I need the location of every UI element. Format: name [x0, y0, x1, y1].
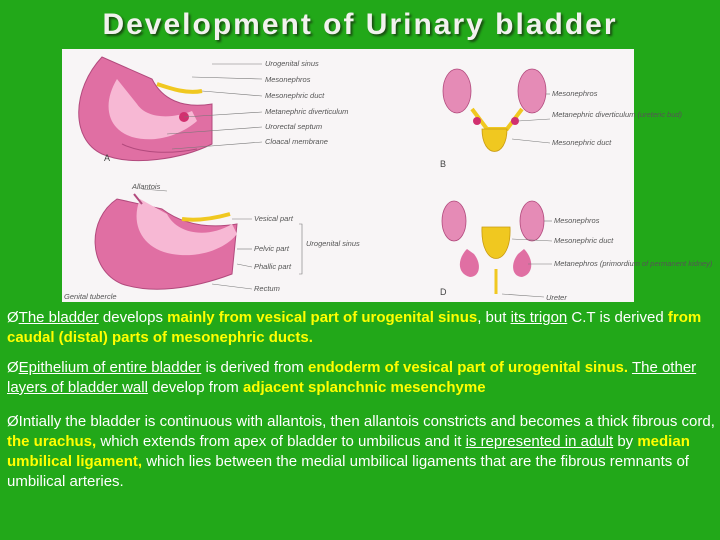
p1-text-1: The bladder [18, 309, 99, 326]
p1-text-3: , but [477, 309, 511, 326]
label-a-2: Mesonephric duct [265, 91, 325, 100]
p3-highlight-1: the urachus, [7, 433, 97, 450]
label-a-5: Cloacal membrane [265, 137, 328, 146]
panel-label-d: D [440, 287, 447, 297]
label-d-1: Mesonephric duct [554, 236, 614, 245]
label-c-4: Phallic part [254, 262, 292, 271]
label-a-4: Urorectal septum [265, 122, 323, 131]
panel-label-b: B [440, 159, 447, 169]
label-a-3: Metanephric diverticulum [265, 107, 349, 116]
label-c-1: Vesical part [254, 214, 293, 223]
label-c-5: Rectum [254, 284, 280, 293]
label-c-3: Pelvic part [254, 244, 290, 253]
label-b-1: Metanephric diverticulum (ureteric bud) [552, 110, 683, 119]
p3-highlight-2: median umbilical ligament, [7, 433, 690, 470]
p1-text-4: its trigon [510, 309, 568, 326]
bullet-arrow-icon: Ø [7, 413, 19, 430]
embryology-figure [62, 49, 713, 302]
paragraph-1 [7, 308, 715, 348]
panel-a-drawing [79, 57, 262, 161]
label-d-2: Metanephros (primordium of permanent kidney) [554, 259, 713, 268]
label-a-1: Mesonephros [265, 75, 311, 84]
p3-text-4: by [613, 433, 638, 450]
p2-text-3: The other layers of bladder wall [7, 359, 697, 396]
slide-title: Development of Urinary bladder [102, 8, 618, 41]
paragraph-2 [7, 358, 715, 398]
p1-text-2: develops [98, 309, 168, 326]
bladder-development-illustration [62, 49, 713, 302]
label-d-0: Mesonephros [554, 216, 600, 225]
p1-text-5: C.T is derived [567, 309, 668, 326]
p2-text-1: Epithelium of entire bladder [18, 359, 202, 376]
label-b-0: Mesonephros [552, 89, 598, 98]
p2-text-4: develop from [147, 379, 243, 396]
p3-text-5: which lies between the medial umbilical ligaments that are the fibrous remnants of umbilical arteries. [7, 453, 689, 490]
p3-text-1: Intially the bladder is continuous with allantois, then allantois constricts and becomes a thick fibrous cord, [18, 413, 715, 430]
label-c-6: Genital tubercle [64, 292, 117, 301]
p2-text-2: is derived from [201, 359, 308, 376]
p2-highlight-2: adjacent splanchnic mesenchyme [242, 379, 486, 396]
p1-highlight-2: from caudal (distal) parts of mesonephric ducts. [7, 309, 702, 346]
label-c-2: Urogenital sinus [306, 239, 360, 248]
panel-b-drawing [443, 69, 550, 152]
p1-highlight-1: mainly from vesical part of urogenital sinus [167, 309, 478, 326]
label-a-0: Urogenital sinus [265, 59, 319, 68]
label-d-3: Ureter [546, 293, 567, 302]
bullet-arrow-icon: Ø [7, 309, 19, 326]
p3-text-3: is represented in adult [465, 433, 614, 450]
p3-text-2: which extends from apex of bladder to umbilicus and it [96, 433, 466, 450]
panel-c-drawing [95, 189, 302, 289]
panel-d-drawing [442, 201, 552, 297]
label-b-2: Mesonephric duct [552, 138, 612, 147]
paragraph-3 [7, 412, 715, 492]
label-c-0: Allantois [132, 182, 161, 191]
panel-label-a: A [104, 153, 111, 163]
slide-body [7, 308, 715, 502]
p2-highlight-1: endoderm of vesical part of urogenital sinus. [307, 359, 629, 376]
bullet-arrow-icon: Ø [7, 359, 19, 376]
